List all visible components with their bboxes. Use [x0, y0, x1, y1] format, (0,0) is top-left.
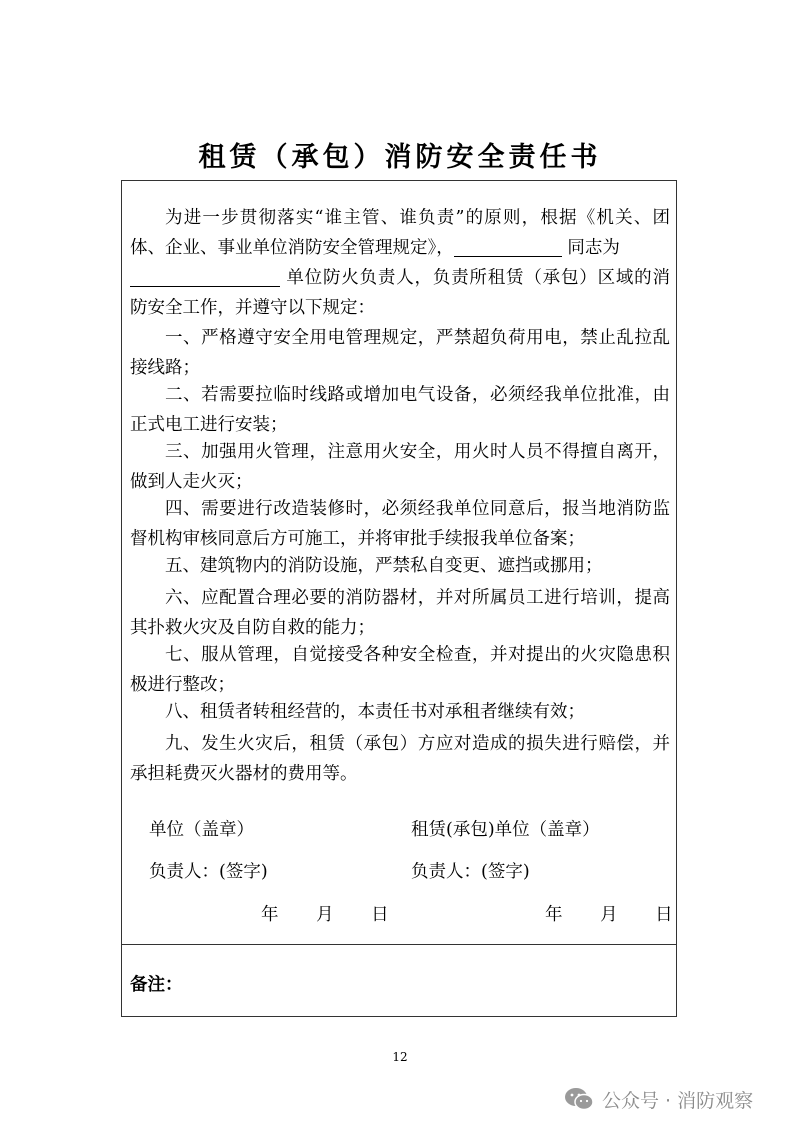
watermark	[564, 1084, 753, 1114]
lessee-date	[545, 903, 673, 927]
lessee-signer-label: 负责人：(签字)	[411, 862, 530, 882]
lessee-unit-seal-label: 租赁(承包)单位（盖章）	[411, 820, 600, 840]
intro-part-3: 单位防火负责人，负责所租赁（承包）区域的消防安全工作，并遵守以下规定：	[130, 268, 670, 318]
unit-blank	[130, 266, 280, 287]
rule-7: 七、服从管理，自觉接受各种安全检查，并对提出的火灾隐患积极进行整改；	[130, 645, 670, 695]
watermark-text: 公众号 · 消防观察	[602, 1089, 754, 1112]
month-label: 月	[600, 905, 618, 925]
unit-signer-label: 负责人：(签字)	[149, 862, 268, 882]
rule-4: 四、需要进行改造装修时，必须经我单位同意后，报当地消防监督机构审核同意后方可施工，并将审批手续报我单位备案；	[130, 499, 670, 549]
intro-paragraph	[130, 203, 670, 323]
rule-6: 六、应配置合理必要的消防器材，并对所属员工进行培训，提高其扑救火灾及自防自救的能力；	[130, 588, 670, 638]
unit-seal-label: 单位（盖章）	[149, 820, 254, 840]
remark-label: 备注：	[130, 975, 183, 995]
day-label: 日	[371, 905, 389, 925]
unit-date	[261, 903, 389, 927]
remark-divider	[122, 944, 676, 945]
rule-8: 八、租赁者转租经营的，本责任书对承租者继续有效；	[165, 702, 585, 722]
rule-3: 三、加强用火管理，注意用火安全，用火时人员不得擅自离开，做到人走火灭；	[130, 442, 670, 492]
name-blank	[454, 236, 562, 257]
responsibility-form	[121, 180, 677, 1017]
intro-part-1: 为进一步贯彻落实“谁主管、谁负责”的原则，根据《机关、团体、企业、事业单位消防安全管理规定》，	[130, 208, 670, 258]
year-label: 年	[261, 905, 279, 925]
rule-5: 五、建筑物内的消防设施，严禁私自变更、遮挡或挪用；	[165, 556, 603, 576]
rule-2: 二、若需要拉临时线路或增加电气设备，必须经我单位批准，由正式电工进行安装；	[130, 385, 670, 435]
month-label: 月	[316, 905, 334, 925]
page-number: 12	[392, 1050, 408, 1064]
rule-1: 一、严格遵守安全用电管理规定，严禁超负荷用电，禁止乱拉乱接线路；	[130, 328, 670, 378]
rule-9: 九、发生火灾后，租赁（承包）方应对造成的损失进行赔偿，并承担耗费灭火器材的费用等。	[130, 734, 670, 784]
document-title: 租赁（承包）消防安全责任书	[198, 142, 602, 173]
year-label: 年	[545, 905, 563, 925]
intro-part-2: 同志为	[567, 238, 620, 258]
wechat-icon	[564, 1086, 594, 1112]
day-label: 日	[655, 905, 673, 925]
